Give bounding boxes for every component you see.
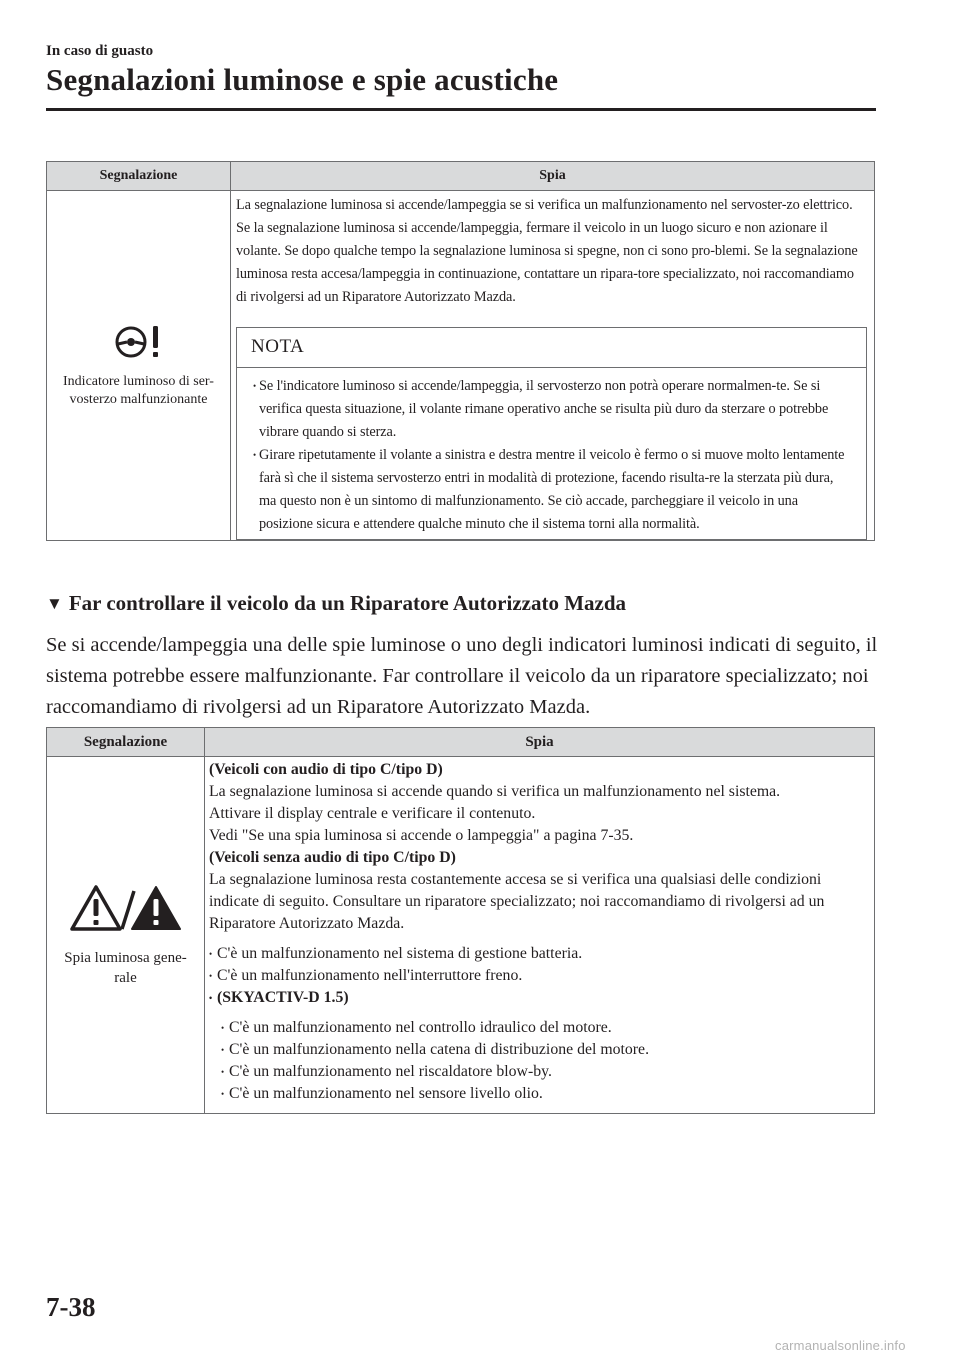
description-paragraph: La segnalazione luminosa si accende/lampeggia se si verifica un malfunzionamento nel servoster-zo elettrico. xyxy=(236,197,853,213)
column-header-signal: Segnalazione xyxy=(47,728,205,757)
description-line: La segnalazione luminosa si accende quando si verifica un malfunzionamento nel sistema. xyxy=(209,783,781,800)
signal-cell xyxy=(47,757,205,1114)
triangle-down-icon: ▼ xyxy=(46,594,63,613)
nota-title: NOTA xyxy=(237,328,866,368)
list-item: • C'è un malfunzionamento nel sistema di gestione batteria. xyxy=(209,943,870,965)
bullet-list xyxy=(209,943,870,1009)
description-line: Attivare il display centrale e verificare il contenuto. xyxy=(209,805,536,822)
nota-item: • Girare ripetutamente il volante a sinistra e destra mentre il veicolo è fermo o si muove molto lentamente farà sì che il sistema servosterzo entri in modalità di protezione, facendo risulta-re la sterzata più dura, ma questo non è un sintomo di malfunzionamento. Se ciò accade, parcheggiare il veicolo in una posizione sicura e attendere qualche minuto che il sistema torni alla normalità. xyxy=(253,444,852,536)
general-warning-icon xyxy=(70,920,182,937)
signal-cell xyxy=(47,191,231,541)
column-header-signal: Segnalazione xyxy=(47,162,231,191)
page-number: 7-38 xyxy=(46,1292,96,1322)
power-steering-table xyxy=(46,161,875,541)
table-row xyxy=(47,757,875,1114)
nota-list xyxy=(237,368,866,539)
watermark: carmanualsonline.info xyxy=(775,1338,906,1353)
page-title: Segnalazioni luminose e spie acustiche xyxy=(46,62,559,97)
title-divider xyxy=(46,108,876,111)
sub-bullet-list xyxy=(209,1017,870,1105)
description-paragraph: Se la segnalazione luminosa si accende/lampeggia, fermare il veicolo in un luogo sicuro e non azionare il volante. Se dopo qualche tempo la segnalazione luminosa si spegne, non ci sono pro-blemi. Se la segnalazione luminosa resta accesa/lampeggia in continuazione, contattare un ripara-tore specializzato, noi raccomandiamo di rivolgersi ad un Riparatore Autorizzato Mazda. xyxy=(236,220,858,305)
spia-description-cell xyxy=(231,191,875,541)
table-row xyxy=(47,191,875,541)
section-intro: Se si accende/lampeggia una delle spie luminose o uno degli indicatori luminosi indicati di seguito, il sistema potrebbe essere malfunzionante. Far controllare il veicolo da un riparatore specializzato; noi raccomandiamo di rivolgersi ad un Riparatore Autorizzato Mazda. xyxy=(46,634,878,718)
section-heading xyxy=(46,591,626,616)
description-paragraph: La segnalazione luminosa resta costantemente accesa se si verifica una qualsiasi delle condizioni indicate di seguito. Consultare un riparatore specializzato; noi raccomandiamo di rivolgersi ad un Riparatore Autorizzato Mazda. xyxy=(209,871,825,932)
column-header-spia: Spia xyxy=(205,728,875,757)
list-item: • C'è un malfunzionamento nell'interruttore freno. xyxy=(209,965,870,987)
spia-description-cell xyxy=(205,757,875,1114)
section-heading-text: Far controllare il veicolo da un Riparatore Autorizzato Mazda xyxy=(68,591,627,615)
nota-item: • Se l'indicatore luminoso si accende/lampeggia, il servosterzo non potrà operare normalmen-te. Se si verifica questa situazione, il volante rimane operativo anche se risulta più duro da sterzare o potrebbe vibrare quando si sterza. xyxy=(253,375,852,444)
list-item: • C'è un malfunzionamento nel riscaldatore blow-by. xyxy=(221,1061,870,1083)
signal-caption: Indicatore luminoso di ser-vosterzo malfunzionante xyxy=(63,374,214,407)
table-header-row xyxy=(47,728,875,757)
list-item: • C'è un malfunzionamento nella catena di distribuzione del motore. xyxy=(221,1039,870,1061)
list-item: • (SKYACTIV-D 1.5) xyxy=(209,987,870,1009)
list-item: • C'è un malfunzionamento nel sensore livello olio. xyxy=(221,1083,870,1105)
with-audio-heading: (Veicoli con audio di tipo C/tipo D) xyxy=(209,761,443,778)
general-warning-table xyxy=(46,727,875,1114)
list-item: • C'è un malfunzionamento nel controllo idraulico del motore. xyxy=(221,1017,870,1039)
without-audio-heading: (Veicoli senza audio di tipo C/tipo D) xyxy=(209,849,456,866)
chapter-label: In caso di guasto xyxy=(46,43,154,59)
power-steering-warning-icon xyxy=(113,349,165,366)
table-header-row xyxy=(47,162,875,191)
column-header-spia: Spia xyxy=(231,162,875,191)
signal-caption: Spia luminosa gene-rale xyxy=(64,949,187,986)
nota-box xyxy=(236,327,867,540)
page-reference: Vedi "Se una spia luminosa si accende o lampeggia" a pagina 7-35. xyxy=(209,827,634,844)
